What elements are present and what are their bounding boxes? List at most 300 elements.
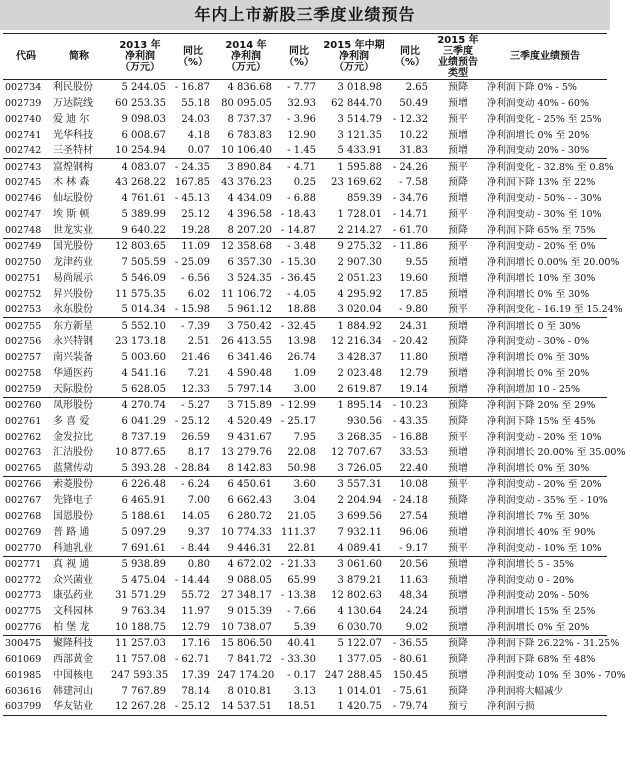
table-row [3, 381, 607, 397]
stock-name: 柏 堡 龙 [49, 620, 109, 636]
table-row [3, 445, 607, 461]
stock-name: 先锋电子 [53, 495, 93, 507]
forecast-text: 净利润变化 - 25% 至 25% [487, 113, 602, 125]
net-profit-2013: 5 014.34 [109, 302, 171, 318]
yoy-2013: - 6.24 [181, 479, 210, 491]
yoy-2013: 21.46 [181, 352, 210, 364]
stock-name: 国光股份 [53, 241, 93, 253]
yoy-2015h: - 75.61 [392, 685, 428, 697]
forecast-text: 净利润变化 - 32.8% 至 0.8% [487, 161, 614, 173]
net-profit-2015h: 859.39 [347, 193, 382, 205]
yoy-2014: 0.25 [293, 177, 316, 189]
yoy-2014: 65.99 [287, 574, 316, 586]
stock-name: 中国核电 [53, 669, 93, 681]
yoy-2014: 1.09 [293, 367, 316, 379]
stock-name: 世龙实业 [49, 223, 109, 239]
stock-code: 002741 [5, 129, 42, 141]
header-yoy2014: 同比 （%） [277, 34, 321, 80]
table-row [3, 588, 607, 604]
forecast-type: 预降 [448, 82, 468, 94]
yoy-2013: 8.17 [187, 447, 210, 459]
net-profit-2013: 10 877.65 [115, 447, 166, 459]
net-profit-2013: 7 691.61 [109, 540, 171, 556]
net-profit-2013: 7 767.89 [121, 685, 166, 697]
net-profit-2013: 10 188.75 [109, 620, 171, 636]
yoy-2013: 4.18 [187, 129, 210, 141]
stock-code: 002734 [5, 82, 42, 94]
stock-code: 002760 [5, 400, 42, 411]
stock-name: 国恩股份 [53, 510, 93, 522]
forecast-text: 净利润下降 0% - 5% [487, 82, 577, 94]
forecast-text: 净利润增长 0% 至 20% [487, 129, 590, 141]
net-profit-2013: 9 098.03 [121, 113, 166, 125]
header-np2015h: 2015 年中期 净利润 （万元） [321, 34, 387, 80]
forecast-type: 预平 [448, 431, 468, 443]
forecast-text: 净利润增长 0% 至 20% [483, 620, 607, 636]
net-profit-2014: 7 841.72 [227, 654, 272, 665]
forecast-text: 净利润变动 - 20% 至 10% [487, 431, 602, 443]
forecast-text: 净利润变化 - 16.19 至 15.24% [483, 302, 607, 318]
forecast-type: 预平 [448, 479, 468, 491]
table-row [3, 238, 607, 254]
yoy-2014: - 4.05 [287, 288, 316, 300]
forecast-text: 净利润下降 20% 至 29% [487, 400, 596, 411]
yoy-2014: - 3.48 [287, 241, 316, 253]
net-profit-2014: 6 450.61 [227, 479, 272, 491]
yoy-2014: - 21.33 [280, 558, 316, 570]
yoy-2013: 6.02 [187, 288, 210, 300]
yoy-2013: - 14.44 [174, 574, 210, 586]
net-profit-2015h: 7 932.11 [337, 526, 382, 538]
table-row [3, 572, 607, 588]
yoy-2013: - 25.12 [174, 415, 210, 427]
yoy-2013: 17.16 [181, 638, 210, 650]
forecast-type: 预亏 [433, 699, 483, 715]
forecast-type: 预降 [448, 415, 468, 427]
table-row [3, 620, 607, 636]
table-row [3, 524, 607, 540]
stock-code: 002769 [5, 526, 42, 538]
yoy-2015h: 11.80 [399, 352, 428, 364]
stock-name: 普 路 通 [53, 526, 90, 538]
table-row [3, 509, 607, 525]
stock-name: 汇洁股份 [53, 447, 93, 459]
stock-code: 002773 [5, 590, 42, 602]
yoy-2014: 3.04 [293, 495, 316, 507]
net-profit-2015h: 1 014.01 [337, 685, 382, 697]
forecast-type: 预增 [448, 129, 468, 141]
forecast-type: 预增 [448, 272, 468, 284]
stock-code: 002749 [5, 241, 42, 253]
table-row [3, 254, 607, 270]
yoy-2013: 12.79 [171, 620, 215, 636]
forecast-type: 预增 [448, 590, 468, 602]
yoy-2014: 22.81 [277, 540, 321, 556]
net-profit-2013: 9 763.34 [121, 606, 166, 618]
forecast-text: 净利润增长 0% 至 20% [487, 367, 590, 379]
net-profit-2014: 4 672.02 [227, 558, 272, 570]
net-profit-2013: 7 505.59 [121, 256, 166, 268]
forecast-text: 净利润变动 20% - 50% [487, 590, 589, 602]
yoy-2013: - 62.71 [174, 654, 210, 665]
table-row [3, 461, 607, 477]
stock-code: 002768 [5, 510, 42, 522]
net-profit-2015h: 3 514.79 [337, 113, 382, 125]
yoy-2015h: 150.45 [393, 669, 428, 681]
forecast-type: 预增 [448, 558, 468, 570]
net-profit-2015h: 12 707.67 [331, 447, 382, 459]
yoy-2015h: - 9.80 [387, 302, 433, 318]
table-row [3, 699, 607, 715]
table-row [3, 127, 607, 143]
net-profit-2014: 5 961.12 [215, 302, 277, 318]
stock-code: 002751 [5, 272, 42, 284]
net-profit-2015h: 247 288.45 [324, 669, 382, 681]
yoy-2014: 50.98 [277, 461, 321, 477]
yoy-2015h: 9.55 [405, 256, 428, 268]
stock-name: 华通医药 [53, 367, 93, 379]
net-profit-2015h: 12 802.63 [331, 590, 382, 602]
net-profit-2014: 4 396.58 [227, 209, 272, 221]
yoy-2015h: - 24.18 [392, 495, 428, 507]
yoy-2014: - 32.45 [280, 320, 316, 332]
net-profit-2014: 6 341.46 [227, 352, 272, 364]
yoy-2015h: - 9.17 [387, 540, 433, 556]
yoy-2013: - 7.39 [181, 320, 210, 332]
stock-name: 昇兴股份 [53, 288, 93, 300]
stock-name: 永东股份 [49, 302, 109, 318]
net-profit-2013: 5 628.05 [109, 381, 171, 397]
yoy-2014: 3.60 [293, 479, 316, 491]
net-profit-2015h: 3 557.31 [337, 479, 382, 491]
yoy-2015h: 50.49 [399, 97, 428, 109]
table-row [3, 175, 607, 191]
yoy-2013: - 45.13 [174, 193, 210, 205]
stock-name: 龙津药业 [53, 256, 93, 268]
yoy-2015h: - 61.70 [387, 223, 433, 239]
forecast-type: 预降 [433, 223, 483, 239]
net-profit-2014: 247 174.20 [217, 669, 275, 681]
yoy-2013: 14.05 [181, 510, 210, 522]
table-title: 年内上市新股三季度业绩预告 [0, 0, 610, 30]
forecast-text: 净利润下降 15% 至 45% [487, 415, 596, 427]
stock-name: 永兴特钢 [53, 336, 93, 348]
stock-code: 002742 [3, 143, 49, 159]
yoy-2014: 18.51 [277, 699, 321, 715]
forecast-type: 预增 [448, 288, 468, 300]
net-profit-2013: 31 571.29 [115, 590, 166, 602]
forecast-text: 净利润下降 26.22% - 31.25% [487, 638, 620, 650]
yoy-2015h: 9.02 [387, 620, 433, 636]
forecast-text: 净利润变动 - 50% - - 30% [487, 193, 602, 205]
stock-name: 聚隆科技 [53, 638, 93, 650]
stock-code: 002776 [3, 620, 49, 636]
stock-code: 603616 [5, 685, 42, 697]
header-code: 代码 [3, 34, 49, 80]
forecast-text: 净利润变动 - 10% 至 10% [483, 540, 607, 556]
net-profit-2014: 26 413.55 [221, 336, 272, 348]
stock-name: 万达院线 [53, 97, 93, 109]
yoy-2015h: 24.31 [399, 320, 428, 332]
forecast-text: 净利润变动 - 30% - 0% [487, 336, 590, 348]
net-profit-2014: 8 207.20 [215, 223, 277, 239]
net-profit-2014: 12 358.68 [221, 241, 272, 253]
stock-code: 002750 [5, 256, 42, 268]
yoy-2013: 17.39 [181, 669, 210, 681]
net-profit-2015h: 2 214.27 [321, 223, 387, 239]
net-profit-2015h: 2 023.48 [337, 367, 382, 379]
stock-name: 文科园林 [53, 606, 93, 618]
stock-name: 西部黄金 [53, 654, 93, 665]
stock-name: 木 林 森 [53, 177, 90, 189]
table-row [3, 270, 607, 286]
yoy-2013: 2.51 [187, 336, 210, 348]
net-profit-2013: 4 270.74 [121, 400, 166, 411]
forecast-text: 净利润变动 0 - 20% [487, 574, 574, 586]
yoy-2015h: - 79.74 [387, 699, 433, 715]
net-profit-2013: 23 173.18 [115, 336, 166, 348]
forecast-text: 净利润变动 20% - 30% [483, 143, 607, 159]
net-profit-2014: 9 431.67 [227, 431, 272, 443]
net-profit-2014: 6 783.83 [227, 129, 272, 141]
stock-name: 南兴装备 [53, 352, 93, 364]
table-row [3, 95, 607, 111]
forecast-text: 净利润增长 15% 至 25% [487, 606, 596, 618]
net-profit-2013: 12 803.65 [115, 241, 166, 253]
forecast-text: 净利润下降 13% 至 22% [487, 177, 596, 189]
yoy-2015h: 33.53 [399, 447, 428, 459]
yoy-2014: - 13.38 [280, 590, 316, 602]
yoy-2015h: - 10.23 [392, 400, 428, 411]
stock-code: 002762 [5, 431, 42, 443]
net-profit-2015h: 2 907.30 [337, 256, 382, 268]
table-row [3, 667, 607, 683]
yoy-2013: 55.18 [181, 97, 210, 109]
forecast-type: 预增 [448, 669, 468, 681]
net-profit-2014: 6 357.30 [227, 256, 272, 268]
net-profit-2013: 4 761.61 [121, 193, 166, 205]
stock-code: 002767 [5, 495, 42, 507]
net-profit-2014: 10 106.40 [215, 143, 277, 159]
stock-name: 康弘药业 [53, 590, 93, 602]
forecast-text: 净利润增长 0% 至 30% [487, 352, 590, 364]
stock-name: 光华科技 [53, 129, 93, 141]
forecast-type: 预降 [448, 495, 468, 507]
net-profit-2015h: 5 433.91 [321, 143, 387, 159]
net-profit-2013: 6 226.48 [121, 479, 166, 491]
yoy-2013: 78.14 [181, 685, 210, 697]
table-row [3, 318, 607, 334]
forecast-type: 预增 [433, 143, 483, 159]
table-row [3, 413, 607, 429]
net-profit-2013: 6 465.91 [121, 495, 166, 507]
net-profit-2015h: 2 051.23 [337, 272, 382, 284]
yoy-2013: 9.37 [187, 526, 210, 538]
net-profit-2015h: 4 089.41 [321, 540, 387, 556]
net-profit-2015h: 3 061.60 [337, 558, 382, 570]
yoy-2014: - 4.71 [287, 161, 316, 173]
stock-code: 601069 [5, 654, 42, 665]
forecast-type: 预增 [448, 510, 468, 522]
forecast-type: 预降 [448, 638, 468, 650]
stock-name: 科迪乳业 [49, 540, 109, 556]
yoy-2015h: - 36.55 [392, 638, 428, 650]
net-profit-2014: 13 279.76 [221, 447, 272, 459]
net-profit-2013: 60 253.35 [115, 97, 166, 109]
table-row [3, 80, 607, 96]
stock-code: 002740 [5, 113, 42, 125]
net-profit-2015h: 1 884.92 [337, 320, 382, 332]
forecast-type: 预增 [448, 526, 468, 538]
net-profit-2015h: 3 879.21 [337, 574, 382, 586]
table-row [3, 207, 607, 223]
forecast-text: 净利润增长 0% 至 30% [483, 461, 607, 477]
net-profit-2014: 3 890.84 [227, 161, 272, 173]
yoy-2015h: 2.65 [405, 82, 428, 94]
stock-code: 002757 [5, 352, 42, 364]
stock-name: 东方新星 [53, 320, 93, 332]
forecast-text: 净利润变动 - 35% 至 - 10% [487, 495, 608, 507]
forecast-type: 预平 [433, 302, 483, 318]
header-np2014: 2014 年 净利润 （万元） [215, 34, 277, 80]
net-profit-2015h: 3 121.35 [337, 129, 382, 141]
forecast-text: 净利润增长 0.00% 至 20.00% [487, 256, 620, 268]
stock-name: 仙坛股份 [53, 193, 93, 205]
net-profit-2013: 247 593.35 [111, 669, 169, 681]
net-profit-2013: 4 541.16 [121, 367, 166, 379]
stock-name: 金发拉比 [53, 431, 93, 443]
net-profit-2015h: 6 030.70 [321, 620, 387, 636]
yoy-2014: 7.95 [293, 431, 316, 443]
forecast-type: 预增 [448, 256, 468, 268]
net-profit-2014: 8 010.81 [227, 685, 272, 697]
net-profit-2015h: 1 595.88 [337, 161, 382, 173]
yoy-2015h: - 7.58 [399, 177, 428, 189]
yoy-2014: - 1.45 [277, 143, 321, 159]
yoy-2014: 3.13 [293, 685, 316, 697]
net-profit-2013: 10 254.94 [109, 143, 171, 159]
stock-name: 埃 斯 顿 [53, 209, 90, 221]
forecast-text: 净利润增长 10% 至 30% [487, 272, 596, 284]
stock-code: 603799 [3, 699, 49, 715]
stock-code: 002748 [3, 223, 49, 239]
forecast-type: 预增 [448, 447, 468, 459]
yoy-2014: - 12.99 [280, 400, 316, 411]
forecast-text: 净利润增长 0% 至 30% [487, 288, 590, 300]
stock-code: 002743 [5, 161, 42, 173]
table-row [3, 540, 607, 556]
stock-code: 002747 [5, 209, 42, 221]
table-row [3, 493, 607, 509]
stock-name: 三圣特材 [49, 143, 109, 159]
forecast-text: 净利润下降 68% 至 48% [487, 654, 596, 665]
table-row [3, 223, 607, 239]
stock-code: 002752 [5, 288, 42, 300]
net-profit-2014: 4 434.09 [227, 193, 272, 205]
stock-code: 002759 [3, 381, 49, 397]
net-profit-2013: 5 938.89 [121, 558, 166, 570]
forecast-type: 预平 [448, 161, 468, 173]
yoy-2013: 11.97 [181, 606, 210, 618]
net-profit-2015h: 4 130.64 [337, 606, 382, 618]
yoy-2014: 12.90 [287, 129, 316, 141]
yoy-2013: 11.09 [181, 241, 210, 253]
yoy-2013: 25.12 [181, 209, 210, 221]
yoy-2014: - 25.17 [280, 415, 316, 427]
stock-name: 富煌钢构 [53, 161, 93, 173]
net-profit-2015h: 3 726.05 [321, 461, 387, 477]
forecast-text: 净利润变动 10% 至 30% - 70% [487, 669, 626, 681]
net-profit-2015h: 1 895.14 [337, 400, 382, 411]
net-profit-2014: 10 774.33 [221, 526, 272, 538]
yoy-2014: - 18.43 [280, 209, 316, 221]
stock-code: 002765 [3, 461, 49, 477]
header-yoy2015h: 同比 （%） [387, 34, 433, 80]
header-yoy2013: 同比 （%） [171, 34, 215, 80]
stock-name: 华友钴业 [49, 699, 109, 715]
yoy-2015h: - 24.26 [392, 161, 428, 173]
yoy-2014: 18.88 [277, 302, 321, 318]
stock-code: 002771 [5, 558, 42, 570]
forecast-text: 净利润下降 65% 至 75% [483, 223, 607, 239]
stock-code: 002766 [5, 479, 42, 491]
yoy-2013: - 28.84 [171, 461, 215, 477]
stock-code: 002758 [5, 367, 42, 379]
net-profit-2013: 11 257.03 [115, 638, 166, 650]
yoy-2013: 7.00 [187, 495, 210, 507]
forecast-text: 净利润变动 40% - 60% [487, 97, 589, 109]
yoy-2015h: 11.63 [399, 574, 428, 586]
yoy-2013: 24.03 [181, 113, 210, 125]
forecast-type: 预增 [448, 352, 468, 364]
yoy-2014: 3.00 [277, 381, 321, 397]
net-profit-2014: 4 590.48 [227, 367, 272, 379]
stock-name: 索菱股份 [53, 479, 93, 491]
stock-name: 爱 迪 尔 [53, 113, 90, 125]
net-profit-2014: 6 280.72 [227, 510, 272, 522]
yoy-2014: 22.08 [287, 447, 316, 459]
net-profit-2013: 6 041.29 [121, 415, 166, 427]
net-profit-2014: 4 836.68 [227, 82, 272, 94]
net-profit-2013: 8 737.19 [121, 431, 166, 443]
forecast-text: 净利润增加 10 - 25% [483, 381, 607, 397]
yoy-2014: 32.93 [287, 97, 316, 109]
table-row [3, 652, 607, 668]
net-profit-2015h: 12 216.34 [331, 336, 382, 348]
stock-code: 002772 [5, 574, 42, 586]
net-profit-2013: 4 083.07 [121, 161, 166, 173]
yoy-2014: 5.39 [277, 620, 321, 636]
table-row [3, 334, 607, 350]
table-row [3, 143, 607, 159]
net-profit-2015h: 23 169.62 [331, 177, 382, 189]
yoy-2015h: 27.54 [399, 510, 428, 522]
yoy-2015h: 12.79 [399, 367, 428, 379]
net-profit-2014: 27 348.17 [221, 590, 272, 602]
stock-code: 002753 [3, 302, 49, 318]
yoy-2014: 40.41 [287, 638, 316, 650]
forecast-type: 预增 [448, 367, 468, 379]
stock-name: 凤形股份 [53, 400, 93, 411]
stock-code: 002739 [5, 97, 42, 109]
net-profit-2013: 5 244.05 [121, 82, 166, 94]
yoy-2013: - 6.56 [181, 272, 210, 284]
forecast-type: 预增 [448, 606, 468, 618]
yoy-2013: 55.72 [181, 590, 210, 602]
stock-code: 002745 [5, 177, 42, 189]
stock-name: 蓝黛传动 [49, 461, 109, 477]
yoy-2013: - 15.98 [171, 302, 215, 318]
